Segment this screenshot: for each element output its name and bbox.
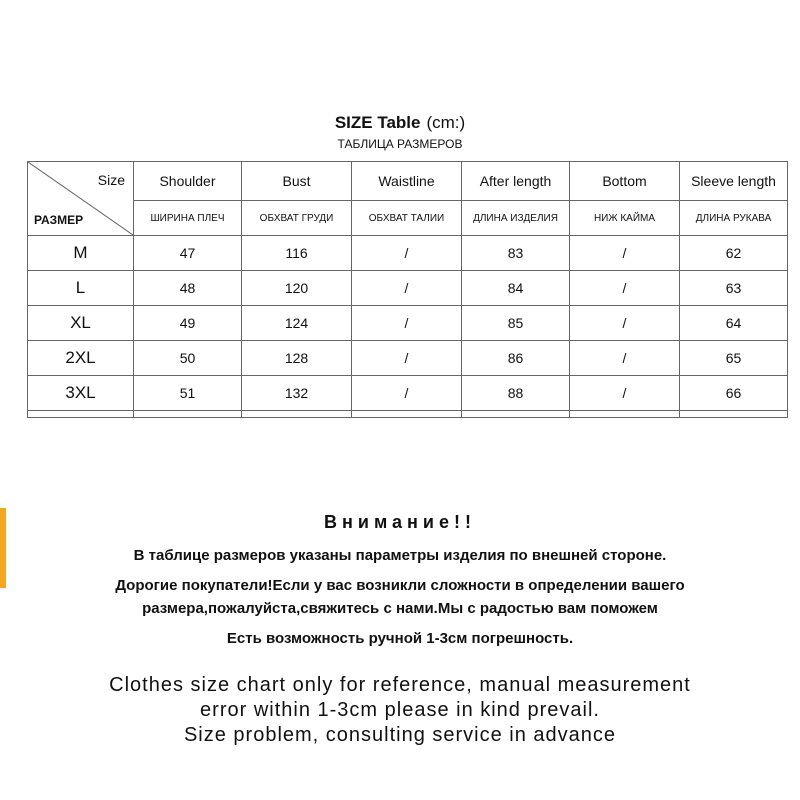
cell-waistline: / xyxy=(352,376,462,411)
table-row xyxy=(28,236,788,271)
corner-label-ru: РАЗМЕР xyxy=(34,213,84,227)
table-row xyxy=(28,376,788,411)
header-row-ru xyxy=(28,201,788,236)
cell-bottom: / xyxy=(570,376,680,411)
header-row-en xyxy=(28,162,788,201)
table-subtitle: ТАБЛИЦА РАЗМЕРОВ xyxy=(337,137,463,151)
header-ru-waist: ОБХВАТ ТАЛИИ xyxy=(352,201,462,236)
cell-sleeve-length: 64 xyxy=(680,306,788,341)
cell-after-length: 84 xyxy=(462,271,570,306)
header-ru-sleeve: ДЛИНА РУКАВА xyxy=(680,201,788,236)
cell-waistline: / xyxy=(352,306,462,341)
table-row xyxy=(28,341,788,376)
header-bust: Bust xyxy=(242,162,352,201)
header-bottom: Bottom xyxy=(570,162,680,201)
cell-sleeve-length: 66 xyxy=(680,376,788,411)
cell-sleeve-length: 62 xyxy=(680,236,788,271)
cell-bust: 124 xyxy=(242,306,352,341)
cell-sleeve-length: 63 xyxy=(680,271,788,306)
table-title xyxy=(0,112,800,134)
size-label: M xyxy=(28,236,134,271)
cell-bust: 116 xyxy=(242,236,352,271)
cell-after-length: 83 xyxy=(462,236,570,271)
table-row xyxy=(28,306,788,341)
table-title-unit: (cm:) xyxy=(426,113,466,132)
cell-bust: 132 xyxy=(242,376,352,411)
size-table xyxy=(27,161,788,418)
notice-en-line-2: error within 1-3cm please in kind prevail. xyxy=(200,699,600,721)
cell-bottom: / xyxy=(570,341,680,376)
cell-shoulder: 50 xyxy=(134,341,242,376)
cell-after-length: 85 xyxy=(462,306,570,341)
cell-bottom: / xyxy=(570,271,680,306)
header-waistline: Waistline xyxy=(352,162,462,201)
header-ru-bust: ОБХВАТ ГРУДИ xyxy=(242,201,352,236)
cell-bust: 120 xyxy=(242,271,352,306)
size-label: L xyxy=(28,271,134,306)
notice-ru-line-4: Есть возможность ручной 1-3см погрешность. xyxy=(226,630,574,647)
cell-shoulder: 51 xyxy=(134,376,242,411)
cell-bottom: / xyxy=(570,236,680,271)
table-title-block xyxy=(0,112,800,152)
size-label: 2XL xyxy=(28,341,134,376)
cell-sleeve-length: 65 xyxy=(680,341,788,376)
cell-shoulder: 47 xyxy=(134,236,242,271)
header-ru-shoulder: ШИРИНА ПЛЕЧ xyxy=(134,201,242,236)
table-cut-row xyxy=(28,411,788,418)
header-ru-bottom: НИЖ КАЙМА xyxy=(570,201,680,236)
cell-after-length: 86 xyxy=(462,341,570,376)
size-label: XL xyxy=(28,306,134,341)
notice-ru-line-1: В таблице размеров указаны параметры изделия по внешней стороне. xyxy=(133,547,667,564)
cell-shoulder: 48 xyxy=(134,271,242,306)
cell-waistline: / xyxy=(352,236,462,271)
cell-waistline: / xyxy=(352,341,462,376)
corner-label-en: Size xyxy=(97,172,125,188)
header-ru-length: ДЛИНА ИЗДЕЛИЯ xyxy=(462,201,570,236)
corner-cell xyxy=(28,162,134,236)
notice-ru-line-3: размера,пожалуйста,свяжитесь с нами.Мы с радостью вам поможем xyxy=(142,600,658,617)
notice-en-line-1: Clothes size chart only for reference, manual measurement xyxy=(109,674,691,696)
notice-ru-line-2: Дорогие покупатели!Если у вас возникли сложности в определении вашего xyxy=(115,577,685,594)
cell-after-length: 88 xyxy=(462,376,570,411)
header-sleeve-length: Sleeve length xyxy=(680,162,788,201)
cell-bottom: / xyxy=(570,306,680,341)
table-row xyxy=(28,271,788,306)
cell-waistline: / xyxy=(352,271,462,306)
size-label: 3XL xyxy=(28,376,134,411)
cell-shoulder: 49 xyxy=(134,306,242,341)
attention-heading: Внимание!! xyxy=(324,512,476,532)
cell-bust: 128 xyxy=(242,341,352,376)
header-shoulder: Shoulder xyxy=(134,162,242,201)
table-title-main: SIZE Table xyxy=(334,113,421,132)
notice-en-line-3: Size problem, consulting service in advance xyxy=(183,724,617,746)
header-after-length: After length xyxy=(462,162,570,201)
